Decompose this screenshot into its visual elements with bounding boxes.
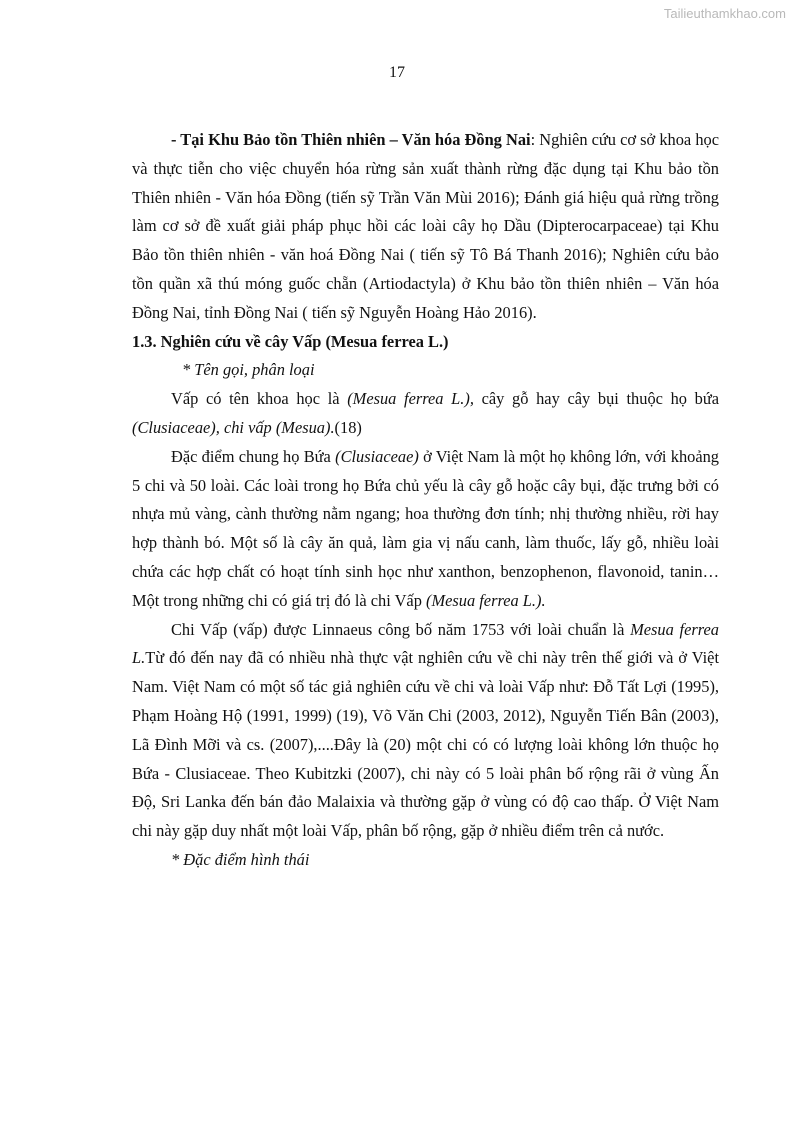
paragraph-genus-history: [132, 616, 719, 846]
italic-text: (Mesua ferrea L.).: [426, 590, 546, 610]
text: Chi Vấp (vấp) được Linnaeus công bố năm 1753 với loài chuẩn là: [171, 619, 631, 639]
text: cây gỗ hay cây bụi thuộc họ bứa: [473, 389, 720, 409]
italic-text: (Clusiaceae), chi vấp (Mesua).: [132, 417, 335, 437]
document-body: [132, 126, 719, 875]
italic-text: (Mesua ferrea L.),: [347, 389, 474, 409]
paragraph-scientific-name: [132, 385, 719, 443]
text: Từ đó đến nay đã có nhiều nhà thực vật nghiên cứu về chi này trên thế giới và ở Việt Nam. Việt Nam có một số tác giả nghiên cứu về chi và loài Vấp như: Đỗ Tất Lợi (1995), Phạm Hoàng Hộ (1991, 1999) (19), Võ Văn Chi (2003, 2012), Nguyễn Tiến Bân (2003), Lã Đình Mỡi và cs. (2007),....Đây là (20) một chi có có lượng loài không lớn thuộc họ Bứa - Clusiaceae. Theo Kubitzki (2007), chi này có 5 loài phân bố rộng rãi ở vùng Ấn Độ, Sri Lanka đến bán đảo Malaixia và thường gặp ở vùng có độ cao thấp. Ở Việt Nam chi này gặp duy nhất một loài Vấp, phân bố rộng, gặp ở nhiều điểm trên cả nước.: [132, 648, 719, 841]
subheading-classification: * Tên gọi, phân loại: [182, 360, 315, 380]
paragraph-text: : Nghiên cứu cơ sở khoa học và thực tiễn cho việc chuyển hóa rừng sản xuất thành rừng đặc dụng tại Khu bảo tồn Thiên nhiên - Văn hóa Đồng (tiến sỹ Trần Văn Mùi 2016); Đánh giá hiệu quả rừng trồng làm cơ sở đề xuất giải pháp phục hồi các loài cây họ Dầu (Dipterocarpaceae) tại Khu Bảo tồn thiên nhiên - văn hoá Đồng Nai ( tiến sỹ Tô Bá Thanh 2016); Nghiên cứu bảo tồn quần xã thú móng guốc chẵn (Artiodactyla) ở Khu bảo tồn thiên nhiên – Văn hóa Đồng Nai, tỉnh Đồng Nai ( tiến sỹ Nguyễn Hoàng Hảo 2016).: [132, 130, 719, 322]
text: Đặc điểm chung họ Bứa: [171, 446, 336, 466]
text: Vấp có tên khoa học là: [171, 389, 348, 409]
italic-text: (Clusiaceae): [335, 446, 419, 466]
paragraph-lead-bold: - Tại Khu Bảo tồn Thiên nhiên – Văn hóa Đồng Nai: [171, 130, 531, 149]
paragraph-dong-nai: [132, 126, 719, 328]
text: ở Việt Nam là một họ không lớn, với khoảng 5 chi và 50 loài. Các loài trong họ Bứa chủ yếu là cây gỗ hoặc cây bụi, đặc trưng bởi có nhựa mủ vàng, cành thường nằm ngang; hoa thường đơn tính; nhị thường nhiều, rời hay hợp thành bó. Một số là cây ăn quả, làm gia vị nấu canh, làm thuốc, lấy gỗ, nhiều loài chứa các hợp chất có hoạt tính sinh học như xanthon, benzophenon, flavonoid, tanin…Một trong những chi có giá trị đó là chi Vấp: [132, 446, 720, 610]
section-heading: 1.3. Nghiên cứu về cây Vấp (Mesua ferrea L.): [132, 331, 449, 351]
subheading-morphology: * Đặc điểm hình thái: [171, 849, 310, 869]
watermark: Tailieuthamkhao.com: [663, 6, 786, 21]
citation: (18): [334, 417, 362, 437]
page-number: 17: [389, 64, 405, 81]
paragraph-family-features: [132, 443, 719, 616]
italic-text: Mesua ferrea L.: [132, 619, 720, 668]
